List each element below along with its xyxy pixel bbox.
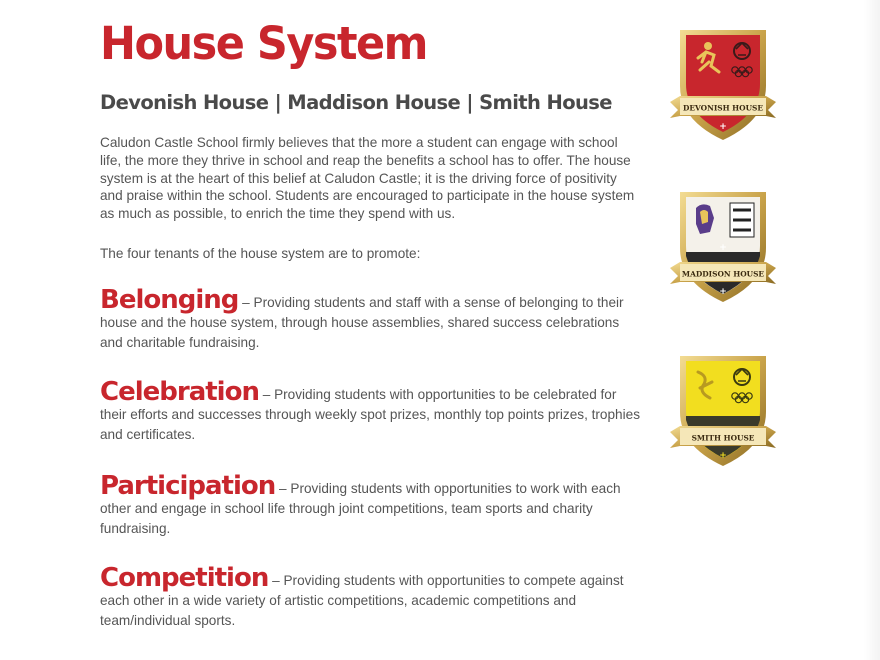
cross-icon: + [719,407,727,417]
intro-paragraph: Caludon Castle School firmly believes that the more a student can engage with school life, the more they thrive in school and reap the benefits a school has to offer. The house system is at the heart of this belief at Caludon Castle; it is the driving force of positivity and praise within the school. Students are encouraged to participate in the house system as much as possible, to enrich the time they spend with us. [100,135,635,222]
tenet-text: Providing students and staff with a sense of belonging to their house and the house system, through house assemblies, shared success celebrations and charitable fundraising. [100,295,624,350]
tenet-text: Providing students with opportunities to compete against each other in a wide variety of artistic competitions, academic competitions and team/individual sports. [100,573,624,628]
cross-icon: + [719,451,727,461]
tenet-title: Celebration [100,377,259,407]
cross-icon: + [719,122,727,132]
tenet-belonging: Belonging – Providing students and staff with a sense of belonging to their house and the house system, through house assemblies, shared success celebrations and charitable fundraising. [100,285,624,350]
tenet-title: Competition [100,563,269,593]
tenet-competition: Competition – Providing students with opportunities to compete against each other in a wide variety of artistic competitions, academic competitions and team/individual sports. [100,563,624,628]
tenet-text: Providing students with opportunities to work with each other and engage in school life through joint competitions, team sports and charity fundraising. [100,481,621,536]
house-names-subtitle: Devonish House | Maddison House | Smith House [100,91,612,114]
tenet-participation: Participation – Providing students with opportunities to work with each other and engage in school life through joint competitions, team sports and charity fundraising. [100,471,621,536]
crest-label: MADDISON HOUSE [681,269,765,279]
cross-icon: + [719,287,727,297]
crest-label: SMITH HOUSE [691,433,755,443]
crest-smith-house [664,352,782,474]
tenants-lead-text: The four tenants of the house system are to promote: [100,246,421,261]
cross-icon: + [719,243,727,253]
tenet-title: Participation [100,471,276,501]
tenet-celebration: Celebration – Providing students with opportunities to be celebrated for their efforts and successes through weekly spot prizes, monthly top points prizes, trophies and certificates. [100,377,640,442]
tenet-text: Providing students with opportunities to be celebrated for their efforts and successes through weekly spot prizes, monthly top points prizes, trophies and certificates. [100,387,640,442]
tenet-title: Belonging [100,285,239,315]
three-lions-icon [730,203,754,237]
crest-devonish-house [664,24,782,146]
page-edge-shadow [864,0,880,660]
crest-label: DEVONISH HOUSE [682,103,764,113]
page-title: House System [100,18,427,71]
crest-maddison-house [664,188,782,310]
